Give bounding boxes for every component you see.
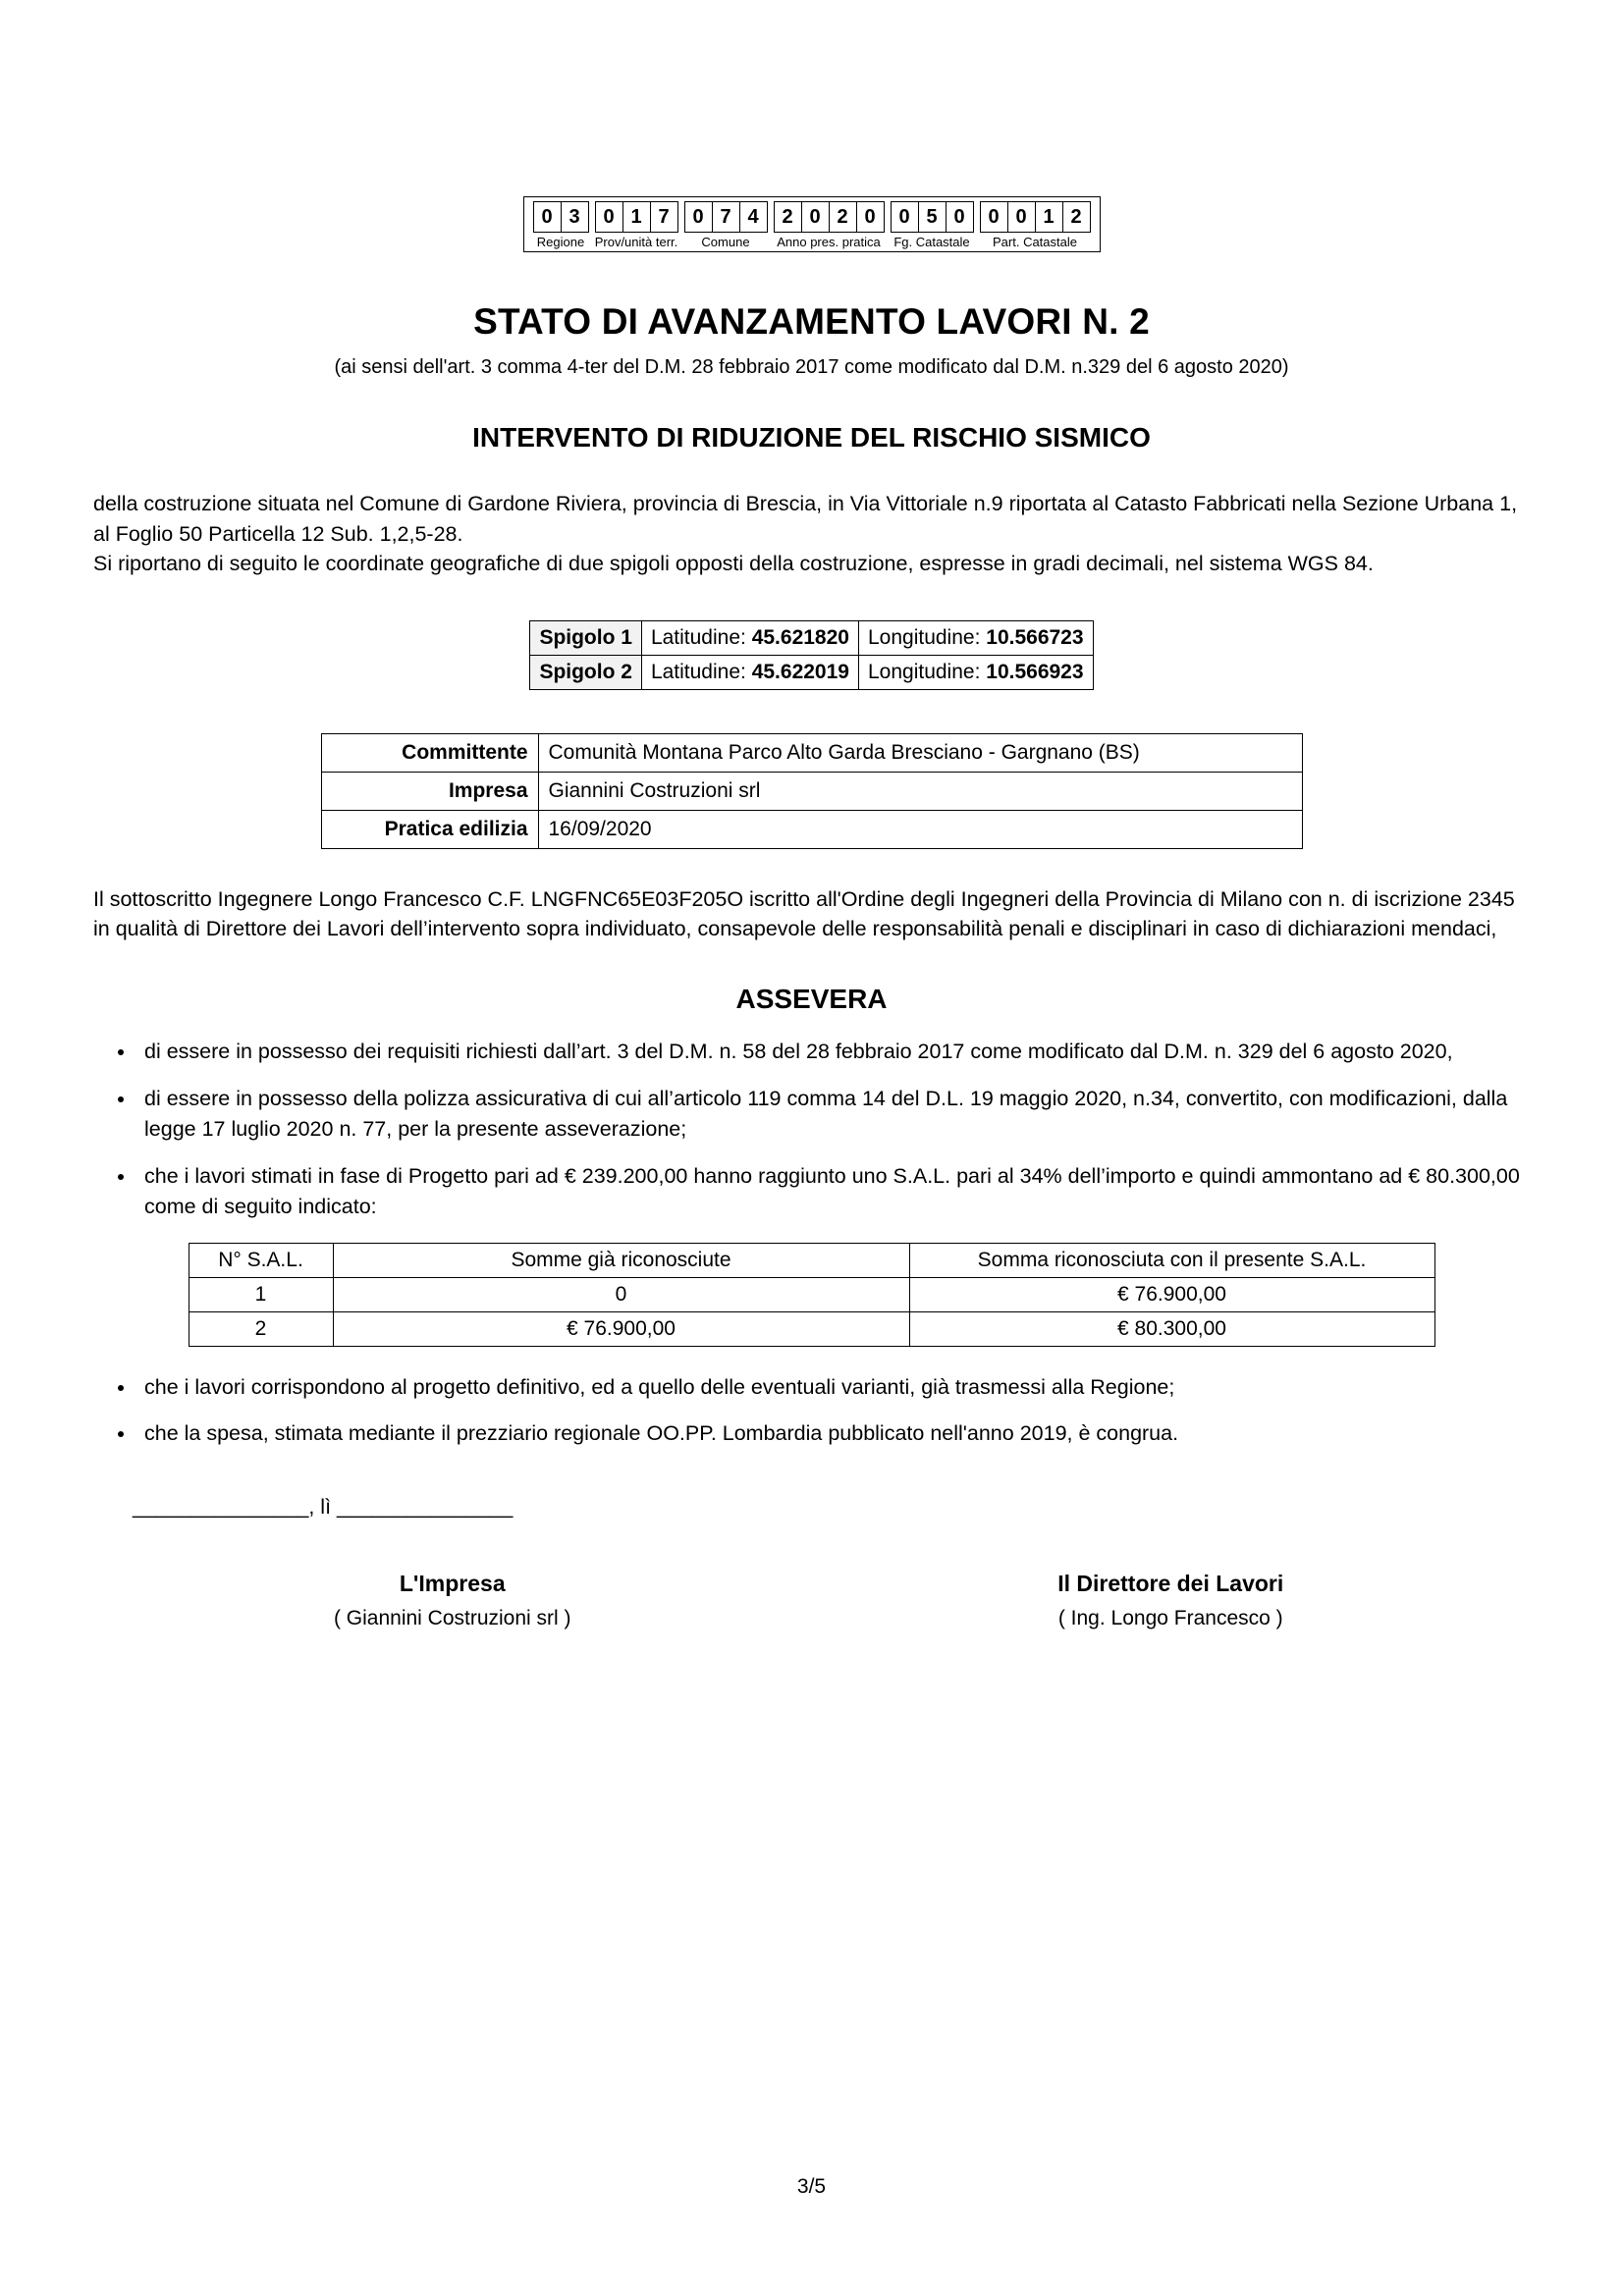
party-value: Giannini Costruzioni srl bbox=[538, 772, 1302, 810]
table-header-row bbox=[189, 1244, 1434, 1278]
code-digit-cell: 1 bbox=[1035, 201, 1063, 233]
assevera-list-after bbox=[93, 1372, 1530, 1448]
code-cells bbox=[980, 201, 1091, 233]
code-digit-cell: 0 bbox=[856, 201, 885, 233]
column-header: Somme già riconosciute bbox=[333, 1244, 909, 1278]
code-digit-cell: 0 bbox=[595, 201, 623, 233]
signature-row bbox=[93, 1571, 1530, 1630]
list-item: • che i lavori stimati in fase di Progetto pari ad € 239.200,00 hanno raggiunto uno S.A.L. pari al 34% dell’importo e quindi ammontano ad € 80.300,00 come di seguito indicato: bbox=[136, 1161, 1530, 1221]
code-digit-cell: 2 bbox=[1062, 201, 1091, 233]
code-cells bbox=[774, 201, 885, 233]
party-value: 16/09/2020 bbox=[538, 810, 1302, 848]
signature-title: Il Direttore dei Lavori bbox=[1057, 1571, 1284, 1597]
code-digit-cell: 0 bbox=[946, 201, 974, 233]
latitude-label: Latitudine: bbox=[650, 625, 746, 649]
page-subtitle: (ai sensi dell'art. 3 comma 4-ter del D.M. 28 febbraio 2017 come modificato dal D.M. n.329 del 6 agosto 2020) bbox=[334, 356, 1289, 378]
table-cell: € 76.900,00 bbox=[909, 1278, 1434, 1312]
table-row bbox=[530, 655, 1093, 689]
table-cell: 0 bbox=[333, 1278, 909, 1312]
signature-block-impresa bbox=[93, 1571, 812, 1630]
code-digit-cell: 4 bbox=[739, 201, 768, 233]
code-cells bbox=[533, 201, 589, 233]
list-item: • di essere in possesso della polizza assicurativa di cui all’articolo 119 comma 14 del D.L. 19 maggio 2020, n.34, convertito, con modificazioni, dalla legge 17 luglio 2020 n. 77, per la presente asseverazione; bbox=[136, 1084, 1530, 1144]
code-cells bbox=[891, 201, 974, 233]
code-group bbox=[684, 201, 768, 249]
header-code-bar bbox=[93, 196, 1530, 252]
table-cell: € 76.900,00 bbox=[333, 1312, 909, 1347]
code-digit-cell: 0 bbox=[801, 201, 830, 233]
corner-label: Spigolo 2 bbox=[530, 655, 642, 689]
signature-title: L'Impresa bbox=[399, 1571, 506, 1597]
table-row bbox=[530, 620, 1093, 655]
code-digit-cell: 7 bbox=[712, 201, 740, 233]
assevera-list bbox=[93, 1037, 1530, 1222]
longitude-label: Longitudine: bbox=[867, 660, 981, 683]
code-digit-cell: 0 bbox=[1007, 201, 1036, 233]
list-item: • che i lavori corrispondono al progetto definitivo, ed a quello delle eventuali varianti, già trasmessi alla Regione; bbox=[136, 1372, 1530, 1403]
intro-paragraph-2: Si riportano di seguito le coordinate geografiche di due spigoli opposti della costruzione, espresse in gradi decimali, nel sistema WGS 84. bbox=[93, 552, 1374, 576]
latitude-cell bbox=[641, 620, 858, 655]
column-header: N° S.A.L. bbox=[189, 1244, 333, 1278]
coordinates-table bbox=[529, 620, 1093, 690]
table-row bbox=[321, 810, 1302, 848]
party-key: Pratica edilizia bbox=[321, 810, 538, 848]
latitude-value: 45.621820 bbox=[751, 625, 849, 649]
party-key: Impresa bbox=[321, 772, 538, 810]
code-group-label: Fg. Catastale bbox=[893, 235, 970, 249]
code-digit-cell: 0 bbox=[891, 201, 919, 233]
longitude-value: 10.566923 bbox=[986, 660, 1084, 683]
code-group bbox=[774, 201, 885, 249]
code-group bbox=[533, 201, 589, 249]
latitude-cell bbox=[641, 655, 858, 689]
code-digit-cell: 1 bbox=[622, 201, 651, 233]
table-cell: € 80.300,00 bbox=[909, 1312, 1434, 1347]
code-digit-cell: 0 bbox=[533, 201, 562, 233]
code-group-label: Part. Catastale bbox=[993, 235, 1077, 249]
signature-name: ( Giannini Costruzioni srl ) bbox=[333, 1607, 571, 1630]
sal-table bbox=[189, 1243, 1435, 1347]
signature-name: ( Ing. Longo Francesco ) bbox=[1057, 1607, 1283, 1630]
code-group-label: Regione bbox=[536, 235, 585, 249]
code-group bbox=[595, 201, 678, 249]
latitude-value: 45.622019 bbox=[751, 660, 849, 683]
table-row bbox=[321, 772, 1302, 810]
code-group-label: Comune bbox=[701, 235, 750, 249]
signature-block-direttore bbox=[812, 1571, 1531, 1630]
code-cells bbox=[684, 201, 768, 233]
coordinates-table-wrapper bbox=[93, 620, 1530, 690]
date-line: _______________, lì _______________ bbox=[133, 1495, 514, 1520]
table-row bbox=[321, 733, 1302, 772]
table-cell: 2 bbox=[189, 1312, 333, 1347]
code-cells bbox=[595, 201, 678, 233]
page-title: STATO DI AVANZAMENTO LAVORI N. 2 bbox=[473, 301, 1150, 342]
list-item: • che la spesa, stimata mediante il prezziario regionale OO.PP. Lombardia pubblicato nell'anno 2019, è congrua. bbox=[136, 1418, 1530, 1449]
intro-paragraph-1: della costruzione situata nel Comune di Gardone Riviera, provincia di Brescia, in Via Vittoriale n.9 riportata al Catasto Fabbricati nella Sezione Urbana 1, al Foglio 50 Particella 12 Sub. 1,2,5-28. bbox=[93, 492, 1518, 546]
code-digit-cell: 5 bbox=[918, 201, 947, 233]
table-cell: 1 bbox=[189, 1278, 333, 1312]
code-digit-cell: 2 bbox=[774, 201, 802, 233]
table-row bbox=[189, 1278, 1434, 1312]
parties-table bbox=[321, 733, 1303, 849]
declaration-paragraph: Il sottoscritto Ingegnere Longo Francesco C.F. LNGFNC65E03F205O iscritto all'Ordine degli Ingegneri della Provincia di Milano con n. di iscrizione 2345 in qualità di Direttore dei Lavori dell’intervento sopra individuato, consapevole delle responsabilità penali e disciplinari in caso di dichiarazioni mendaci, bbox=[93, 886, 1515, 941]
list-item: • di essere in possesso dei requisiti richiesti dall’art. 3 del D.M. n. 58 del 28 febbraio 2017 come modificato dal D.M. n. 329 del 6 agosto 2020, bbox=[136, 1037, 1530, 1067]
code-digit-cell: 0 bbox=[980, 201, 1008, 233]
longitude-label: Longitudine: bbox=[867, 625, 981, 649]
party-key: Committente bbox=[321, 733, 538, 772]
code-digit-cell: 3 bbox=[561, 201, 589, 233]
code-groups bbox=[530, 201, 1094, 249]
latitude-label: Latitudine: bbox=[650, 660, 746, 683]
longitude-cell bbox=[858, 620, 1093, 655]
table-row bbox=[189, 1312, 1434, 1347]
page-number: 3/5 bbox=[796, 2175, 827, 2198]
section-title: INTERVENTO DI RIDUZIONE DEL RISCHIO SISMICO bbox=[472, 422, 1151, 453]
code-group-label: Anno pres. pratica bbox=[777, 235, 881, 249]
corner-label: Spigolo 1 bbox=[530, 620, 642, 655]
code-digit-cell: 2 bbox=[829, 201, 857, 233]
parties-table-wrapper bbox=[93, 733, 1530, 849]
party-value: Comunità Montana Parco Alto Garda Bresciano - Gargnano (BS) bbox=[538, 733, 1302, 772]
code-group-label: Prov/unità terr. bbox=[594, 235, 678, 249]
code-group bbox=[980, 201, 1091, 249]
code-digit-cell: 7 bbox=[650, 201, 678, 233]
longitude-cell bbox=[858, 655, 1093, 689]
longitude-value: 10.566723 bbox=[986, 625, 1084, 649]
code-digit-cell: 0 bbox=[684, 201, 713, 233]
column-header: Somma riconosciuta con il presente S.A.L. bbox=[909, 1244, 1434, 1278]
sal-table-wrapper bbox=[93, 1243, 1530, 1347]
document-content bbox=[93, 196, 1530, 1630]
code-group bbox=[891, 201, 974, 249]
assevera-heading: ASSEVERA bbox=[735, 983, 888, 1014]
